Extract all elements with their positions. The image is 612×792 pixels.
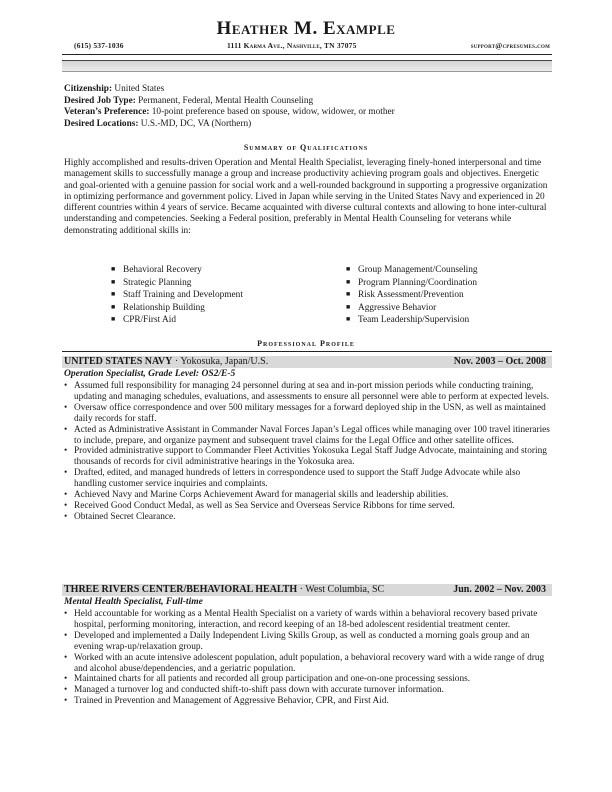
info-citizenship: Citizenship: United States [64, 84, 165, 94]
bullet-item: • Achieved Navy and Marine Corps Achievement Award for managerial skills and leadership abilities. [64, 490, 449, 501]
employer-location: · Yokosuka, Japan/U.S. [172, 356, 269, 367]
job-bullets-three-rivers [64, 609, 554, 707]
employer-name: THREE RIVERS CENTER/BEHAVIORAL HEALTH [64, 584, 298, 595]
info-job-type: Desired Job Type: Permanent, Federal, Mental Health Counseling [64, 95, 314, 106]
employer-name: UNITED STATES NAVY [64, 356, 173, 367]
job-header-navy [62, 356, 552, 368]
contact-row [60, 41, 550, 53]
employment-dates: Jun. 2002 – Nov. 2003 [453, 584, 546, 595]
job-title: Mental Health Specialist, Full-time [64, 597, 203, 607]
header-shade-bar [62, 60, 552, 72]
bullet-item: • Worked with an acute intensive adolescent population, adult population, a behavioral recovery ward with a wide range of drug and alcohol abuse/dependencies, and a geriatric population. [64, 652, 545, 674]
skill-item: ■ Group Management/Counseling [346, 265, 478, 275]
skills-list-right [346, 264, 478, 327]
employment-dates: Nov. 2003 – Oct. 2008 [453, 356, 546, 367]
skill-item: ■ CPR/First Aid [111, 315, 176, 326]
bullet-item: • Provided administrative support to Commander Fleet Activities Yokosuka Legal Staff Judge Advocate, maintaining and storing thousands of records for civil administrative hearings in the Yokosuka area. [64, 446, 547, 468]
skill-item: ■ Team Leadership/Supervision [346, 315, 470, 326]
summary-section-title: Summary of Qualifications [243, 143, 369, 152]
job-bullets-navy [64, 381, 554, 523]
bullet-item: • Assumed full responsibility for managing 24 personnel during at sea and in-port mission periods while conducting training, updating and managing schedules, evaluations, and assessments to ensure all personnel were able to perform at expected levels. [64, 381, 550, 402]
bullet-item: • Managed a turnover log and conducted shift-to-shift pass down with accurate turnover information. [64, 685, 444, 696]
bullet-item: • Acted as Administrative Assistant in Commander Naval Forces Japan’s Legal offices while managing over 100 travel itineraries to include, prepare, and organize payment and subsequent travel claims for the Legal Office and other satellite offices. [64, 424, 550, 446]
job-title: Operation Specialist, Grade Level: OS2/E-5 [64, 369, 236, 379]
bullet-item: • Developed and implemented a Daily Independent Living Skills Group, as well as conducted a morning goals group and an evening wrap-up/relaxation group. [64, 630, 530, 652]
skill-item: ■ Program Planning/Coordination [346, 277, 478, 288]
bullet-item: • Obtained Secret Clearance. [64, 511, 176, 522]
bullet-item: • Trained in Prevention and Management of Aggressive Behavior, CPR, and First Aid. [64, 696, 389, 707]
bullet-item: • Oversaw office correspondence and over 500 military messages for a forward deployed ship in the USN, as well as maintained daily records for staff. [64, 402, 546, 424]
skills-list-left [111, 264, 243, 327]
street-address: 1111 Karma Ave., Nashville, TN 37075 [227, 41, 357, 50]
phone-number: (615) 537-1036 [74, 41, 124, 50]
skill-item: ■ Staff Training and Development [111, 290, 243, 301]
header-divider [62, 54, 552, 55]
skill-item: ■ Behavioral Recovery [111, 265, 202, 275]
job-header-three-rivers [62, 584, 552, 596]
employer-location: · West Columbia, SC [297, 584, 385, 595]
candidate-name: Heather M. Example [216, 18, 396, 39]
bullet-item: • Held accountable for working as a Mental Health Specialist on a variety of wards within a behavioral recovery based private hospital, performing monitoring, interaction, and record keeping of an 18-bed adolescent residential treatment center. [64, 609, 538, 630]
profile-divider [62, 351, 552, 352]
candidate-info [64, 84, 395, 130]
skill-item: ■ Risk Assessment/Prevention [346, 290, 464, 301]
summary-text: Highly accomplished and results-driven Operation and Mental Health Specialist, leveraging finely-honed interpersonal and time management skills to successfully manage a group and increase productivity achieving program goals and objectives. Energetic and goal-oriented with a genuine passion for social work and a well-rounded background in supporting a progressive organization in optimizing performance and government policy. Lived in Japan while serving in the United States Navy and experienced in 20 different countries within 4 years of service. Became acquainted with diverse cultural contexts and allowing to hone inter-cultural understanding and competencies. Seeking a Federal position, preferably in Mental Health Counseling for veterans while demonstrating additional skills in: [64, 158, 548, 236]
profile-section-title: Professional Profile [257, 339, 355, 348]
bullet-item: • Received Good Conduct Medal, as well as Sea Service and Overseas Service Ribbons for time served. [64, 500, 455, 511]
skill-item: ■ Relationship Building [111, 302, 205, 313]
info-locations: Desired Locations: U.S.-MD, DC, VA (Northern) [64, 118, 252, 129]
bullet-item: • Maintained charts for all patients and recorded all group participation and one-on-one processing sessions. [64, 674, 471, 685]
skill-item: ■ Strategic Planning [111, 277, 192, 288]
email-address: support@cpresumes.com [470, 41, 550, 50]
bullet-item: • Drafted, edited, and managed hundreds of letters in correspondence used to support the Staff Judge Advocate while also handling customer service inquiries and complaints. [64, 468, 521, 490]
info-veterans-preference: Veteran’s Preference: 10-point preference based on spouse, widow, widower, or mother [64, 107, 395, 117]
skill-item: ■ Aggressive Behavior [346, 302, 437, 313]
